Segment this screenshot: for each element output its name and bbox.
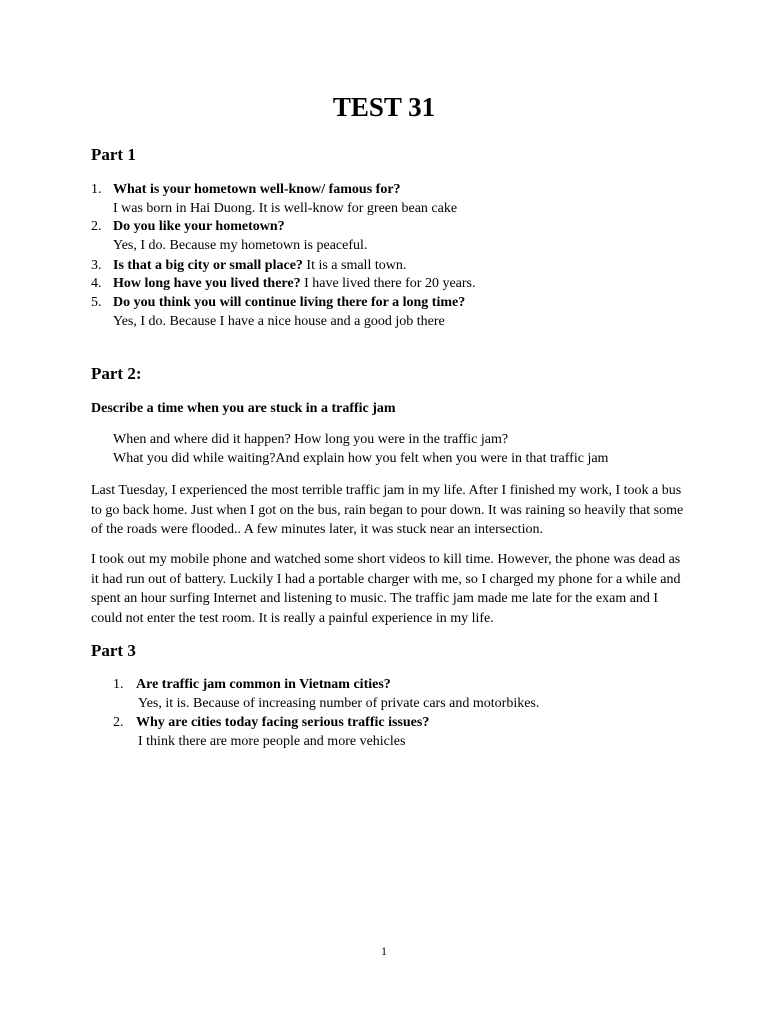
part1-qa-line <box>113 257 406 275</box>
part1-answer: Yes, I do. Because my hometown is peaceful. <box>113 238 368 253</box>
part3-item-number: 1. <box>113 677 124 692</box>
part3-item-number: 2. <box>113 715 124 730</box>
paragraph-line: of the roads were flooded.. A few minutes later, it was stuck near an intersection. <box>91 522 543 537</box>
part1-item-number: 1. <box>91 182 102 197</box>
part1-answer: I have lived there for 20 years. <box>300 276 476 291</box>
part1-item-number: 4. <box>91 276 102 291</box>
part1-question: What is your hometown well-know/ famous for? <box>113 182 401 197</box>
paragraph-line: to go back home. Just when I got on the bus, rain began to pour down. It was raining so heavily that some <box>91 502 684 518</box>
part1-item-number: 2. <box>91 219 102 234</box>
part2-heading: Part 2: <box>91 364 142 383</box>
part3-question: Are traffic jam common in Vietnam cities? <box>136 677 391 692</box>
part1-answer: It is a small town. <box>302 258 407 273</box>
paragraph-line: it had run out of battery. Luckily I had a portable charger with me, so I charged my phone for a while and <box>91 571 681 587</box>
paragraph-line: could not enter the test room. It is really a painful experience in my life. <box>91 610 494 626</box>
page-title: TEST 31 <box>332 92 436 122</box>
paragraph-line: Last Tuesday, I experienced the most terrible traffic jam in my life. After I finished my work, I took a bus <box>91 483 682 498</box>
part1-question: How long have you lived there? <box>113 276 301 291</box>
part1-qa-line <box>113 275 476 293</box>
part2-cue: What you did while waiting?And explain how you felt when you were in that traffic jam <box>113 451 609 466</box>
part1-answer: Yes, I do. Because I have a nice house and a good job there <box>113 314 445 329</box>
part2-paragraph <box>91 481 684 540</box>
part2-cue: When and where did it happen? How long you were in the traffic jam? <box>113 432 509 447</box>
part2-paragraph <box>91 550 681 628</box>
part1-answer: I was born in Hai Duong. It is well-know for green bean cake <box>113 201 458 216</box>
part3-answer: Yes, it is. Because of increasing number of private cars and motorbikes. <box>138 696 540 711</box>
part1-item-number: 3. <box>91 258 102 273</box>
part1-item-number: 5. <box>91 295 102 310</box>
paragraph-line: I took out my mobile phone and watched some short videos to kill time. However, the phone was dead as <box>91 552 681 567</box>
paragraph-line: spent an hour surfing Internet and listening to music. The traffic jam made me late for the exam and I <box>91 591 659 606</box>
part3-answer: I think there are more people and more vehicles <box>138 734 406 749</box>
part1-question: Do you think you will continue living there for a long time? <box>113 295 466 310</box>
part3-question: Why are cities today facing serious traffic issues? <box>136 715 430 730</box>
part1-heading: Part 1 <box>91 145 136 164</box>
part1-question: Do you like your hometown? <box>113 219 285 234</box>
part2-topic: Describe a time when you are stuck in a traffic jam <box>91 401 396 416</box>
part3-heading: Part 3 <box>91 641 136 660</box>
page-number: 1 <box>381 944 387 958</box>
part1-question: Is that a big city or small place? <box>113 258 303 273</box>
